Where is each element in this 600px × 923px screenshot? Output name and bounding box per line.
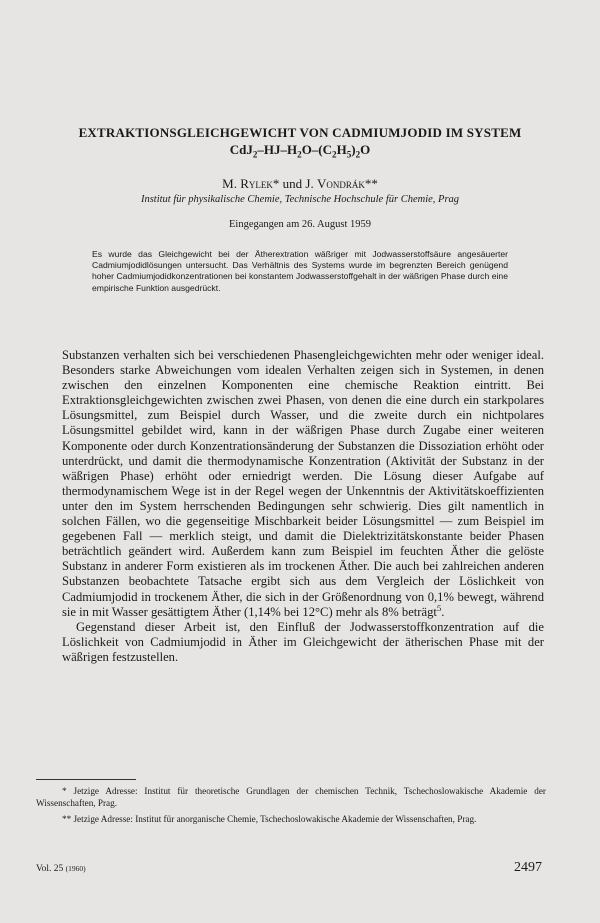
footnote-2: ** Jetzige Adresse: Institut für anorganische Chemie, Tschechoslowakische Akademie der Wissenschaften, Prag. — [62, 814, 477, 825]
author-line: M. Rylek* und J. Vondrák** — [222, 176, 378, 191]
body-paragraph-1: Substanzen verhalten sich bei verschiedenen Phasengleichgewichten mehr oder weniger ideal. Besonders starke Abweichungen vom idealen Verhalten zeigen sich in Systemen, in denen zwischen den einzelnen Komponenten eine chemische Reaktion eintritt. Bei Extraktionsgleichgewichten zwischen zwei Phasen, von denen die eine durch ein starkpolares Lösungsmittel, zum Beispiel durch Wasser, und die zweite durch ein nichtpolares Lösungsmittel gebildet wird, kann in der wäßrigen Phase durch Zugabe einer weiteren Komponente oder durch Konzentrationsänderung der Substanzen die Dissoziation erhöht oder unterdrückt, und damit die thermodynamische Konzentration (Aktivität der Substanz in der wäßrigen Phase) erhöht oder erniedrigt werden. Die Lösung dieser Aufgabe auf thermodynamischem Wege ist in der Regel wegen der Unkenntnis der Aktivitätskoeffizienten unter den im System herrschenden Bedingungen sehr schwierig. Dies gilt namentlich in solchen Fällen, wo die gegenseitige Mischbarkeit beider Lösungsmittel — zum Beispiel im gegebenen Fall — merklich steigt, und damit die Dielektrizitätskonstante beider Phasen beträchtlich geändert wird. Außerdem kann zum Beispiel im feuchten Äther die gelöste Substanz in anderer Form existieren als im trockenen Äther. Die auch bei zahlreichen anderen Substanzen beobachtete Tatsache ergibt sich aus dem Vergleich der Löslichkeit von Cadmiumjodid in trockenem Äther, die sich in der Größenordnung von 0,1% bewegt, während sie in mit Wasser gesättigtem Äther (1,14% bei 12°C) mehr als 8% beträgt$^5$. — [62, 348, 544, 619]
page-number: 2497 — [514, 860, 542, 875]
abstract — [92, 249, 508, 294]
reference-marker: 5 — [436, 602, 442, 613]
author-vondrak: Vondrák — [316, 176, 365, 191]
body-text — [62, 348, 544, 665]
journal-volume: Vol. 25 (1960) — [36, 864, 86, 874]
abstract-text: Es wurde das Gleichgewicht bei der Ätherextration wäßriger mit Jodwasserstoffsäure angesäuerter Cadmiumjodidlösungen untersucht. Das Verhältnis des Systems wurde im begrenzten Bereich genügend hoher Cadmiumjodidkonzentrationen bei konstantem Jodwasserstoffgehalt in der wäßrigen Phase durch eine empirische Funktion ausgedrückt. — [92, 249, 508, 293]
body-paragraph-2: Gegenstand dieser Arbeit ist, den Einfluß der Jodwasserstoffkonzentration auf die Löslichkeit von Cadmiumjodid in Äther im Gleichgewicht der ätherischen Phase mit der wäßrigen festzustellen. — [62, 619, 544, 664]
chemical-system-formula: $CdJ_2-HJ-H_2O-(C_2H_5)_2O$ — [229, 142, 371, 160]
footnote-separator — [36, 779, 136, 780]
institute-affiliation: Institut für physikalische Chemie, Technische Hochschule für Chemie, Prag — [140, 194, 460, 205]
footnotes — [36, 785, 546, 830]
paper-title: EXTRAKTIONSGLEICHGEWICHT VON CADMIUMJODID IM SYSTEM — [78, 125, 522, 140]
footnote-1: * Jetzige Adresse: Institut für theoretische Grundlagen der chemischen Technik, Tschechoslowakische Akademie der Wissenschaften, Prag. — [36, 786, 546, 809]
author-rylek: Rylek — [240, 176, 273, 191]
received-date: Eingegangen am 26. August 1959 — [228, 219, 372, 230]
